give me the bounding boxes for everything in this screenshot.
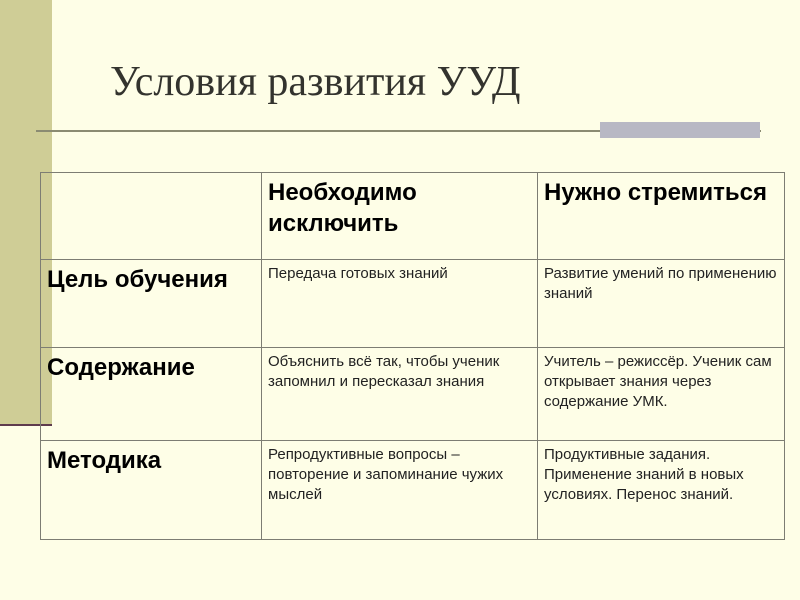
table-header-row — [41, 173, 785, 260]
cell-exclude: Передача готовых знаний — [262, 260, 538, 348]
header-strive: Нужно стремиться — [538, 173, 785, 260]
header-empty-cell — [41, 173, 262, 260]
table-row — [41, 441, 785, 540]
row-label: Содержание — [41, 348, 262, 441]
conditions-table — [40, 172, 785, 540]
header-exclude: Необходимо исключить — [262, 173, 538, 260]
table-row — [41, 260, 785, 348]
row-label: Методика — [41, 441, 262, 540]
row-label: Цель обучения — [41, 260, 262, 348]
cell-strive: Продуктивные задания. Применение знаний в новых условиях. Перенос знаний. — [538, 441, 785, 540]
cell-strive: Развитие умений по применению знаний — [538, 260, 785, 348]
table-row — [41, 348, 785, 441]
cell-exclude: Репродуктивные вопросы – повторение и запоминание чужих мыслей — [262, 441, 538, 540]
cell-strive: Учитель – режиссёр. Ученик сам открывает знания через содержание УМК. — [538, 348, 785, 441]
title-accent-bar — [600, 122, 760, 138]
slide-title: Условия развития УУД — [110, 59, 521, 105]
cell-exclude: Объяснить всё так, чтобы ученик запомнил и пересказал знания — [262, 348, 538, 441]
